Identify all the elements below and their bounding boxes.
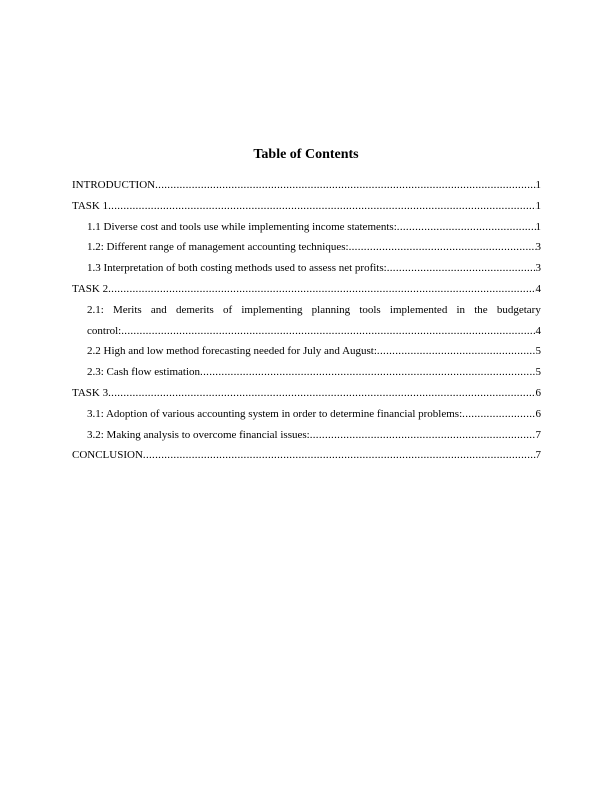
label-word: implemented [389,303,448,316]
toc-entry-label-line-1 [87,300,541,321]
toc-entry-label-line-2 [87,321,541,342]
dot-leader [143,445,536,466]
toc-entry-task-1[interactable] [72,196,541,217]
toc-entry-label: TASK 2 [72,282,109,295]
toc-entry-page: 5 [535,345,541,358]
label-word: of [223,303,233,316]
toc-entry-page: 7 [535,428,541,441]
dot-leader [397,217,536,238]
toc-entry-2-2[interactable] [72,341,541,362]
label-word: planning [311,303,351,316]
toc-entry-label: 1.3 Interpretation of both costing methods used to assess net profits: [87,262,387,275]
dot-leader [349,237,536,258]
label-word: demerits [175,303,214,316]
toc-entry-page: 3 [535,241,541,254]
label-word: Merits [112,303,142,316]
toc-entry-page: 4 [535,282,541,295]
toc-entry-label: 1.1 Diverse cost and tools use while implementing income statements: [87,220,397,233]
toc-entry-label: 3.1: Adoption of various accounting system in order to determine financial problems: [87,407,463,420]
dot-leader [155,175,535,196]
toc-entry-1-2[interactable] [72,237,541,258]
toc-entry-label: 2.2 High and low method forecasting needed for July and August: [87,345,377,358]
toc-entry-page: 1 [535,179,541,191]
dot-leader [462,404,535,425]
toc-entry-label: 2.3: Cash flow estimation [87,366,201,379]
toc-entry-page: 6 [535,407,541,420]
toc-entry-label: TASK 3 [72,386,109,399]
label-word: the [474,303,488,316]
toc-entry-page: 7 [535,449,541,462]
toc-entry-label: CONCLUSION [72,449,143,462]
toc-list [72,175,541,466]
toc-entry-conclusion[interactable] [72,445,541,466]
toc-entry-introduction[interactable] [72,175,541,196]
toc-entry-1-1[interactable] [72,217,541,238]
dot-leader [200,362,535,383]
toc-entry-label: control: [87,324,122,337]
toc-entry-page: 3 [535,262,541,275]
label-word: in [456,303,466,316]
dot-leader [310,425,536,446]
toc-entry-label: INTRODUCTION [72,179,156,191]
dot-leader [121,321,535,342]
toc-entry-page: 6 [535,386,541,399]
label-word: budgetary [496,303,541,316]
dot-leader [387,258,536,279]
toc-entry-label: 3.2: Making analysis to overcome financial issues: [87,428,310,441]
dot-leader [377,341,536,362]
toc-entry-2-3[interactable] [72,362,541,383]
toc-entry-3-1[interactable] [72,404,541,425]
toc-entry-2-1[interactable] [72,300,541,342]
toc-entry-task-3[interactable] [72,383,541,404]
toc-entry-label: 1.2: Different range of management accounting techniques: [87,241,349,254]
toc-entry-page: 1 [535,220,541,233]
label-word: tools [359,303,381,316]
toc-title: Table of Contents [253,147,359,162]
toc-entry-label: TASK 1 [72,199,109,212]
toc-entry-3-2[interactable] [72,425,541,446]
dot-leader [108,279,535,300]
toc-entry-page: 4 [535,324,541,337]
toc-entry-page: 1 [535,199,541,212]
dot-leader [108,196,535,217]
label-word: and [150,303,167,316]
dot-leader [108,383,535,404]
toc-entry-page: 5 [535,366,541,379]
toc-entry-task-2[interactable] [72,279,541,300]
toc-entry-1-3[interactable] [72,258,541,279]
label-word: 2.1: [87,303,104,316]
label-word: implementing [241,303,303,316]
